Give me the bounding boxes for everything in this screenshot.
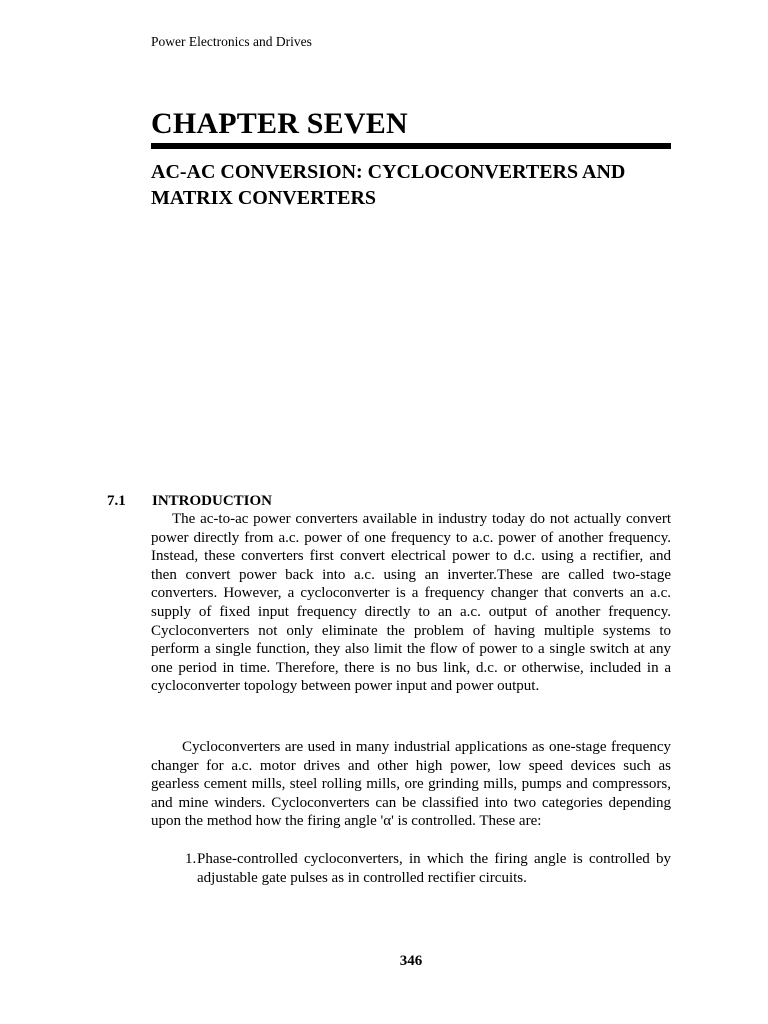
- body-paragraph: Cycloconverters are used in many industrial applications as one-stage frequency changer for a.c. motor drives and other high power, low speed devices such as gearless cement mills, steel rolling mills, ore grinding mills, pumps and compressors, and mine winders. Cycloconverters can be classified into two categories depending upon the method how the firing angle 'α' is controlled. These are:: [151, 739, 671, 830]
- running-header: Power Electronics and Drives: [151, 34, 312, 49]
- chapter-subtitle: AC-AC CONVERSION: CYCLOCONVERTERS AND MATRIX CONVERTERS: [151, 161, 626, 209]
- chapter-title: CHAPTER SEVEN: [151, 107, 408, 140]
- list-item-number: 1.: [185, 851, 197, 867]
- chapter-title-rule: [151, 143, 671, 149]
- section-heading: INTRODUCTION: [152, 493, 273, 509]
- list-item-text: Phase-controlled cycloconverters, in which the firing angle is controlled by adjustable gate pulses as in controlled rectifier circuits.: [197, 851, 671, 886]
- page-number: 346: [399, 953, 423, 969]
- section-number: 7.1: [107, 493, 126, 509]
- body-paragraph: The ac-to-ac power converters available in industry today do not actually convert power directly from a.c. power of one frequency to a.c. power of another frequency. Instead, these converters first convert electrical power to d.c. using a rectifier, and then convert power back into a.c. using an inverter.These are called two-stage converters. However, a cycloconverter is a frequency changer that converts an a.c. supply of fixed input frequency directly to an a.c. output of another frequency. Cycloconverters not only eliminate the problem of having multiple systems to perform a single function, they also limit the flow of power to a single switch at any one period in time. Therefore, there is no bus link, d.c. or otherwise, included in a cycloconverter topology between power input and power output.: [151, 511, 671, 695]
- list-item: [185, 850, 671, 887]
